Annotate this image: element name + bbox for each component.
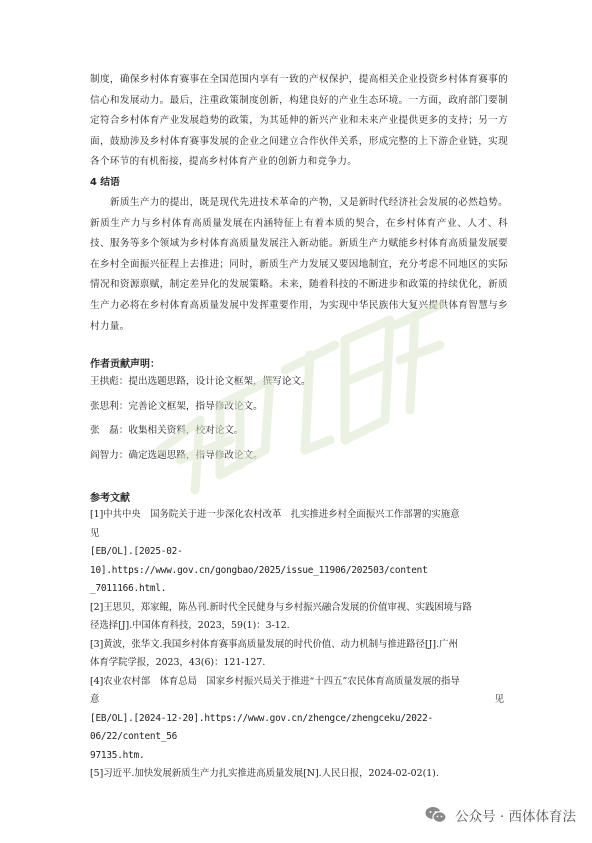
contribution-item: 张 磊：收集相关资料，校对论文。 bbox=[90, 425, 244, 437]
references-title: 参考文献 bbox=[90, 493, 130, 504]
body-paragraph-policy: 制度，确保乡村体育赛事在全国范围内享有一致的产权保护，提高相关企业投资乡村体育赛事的信心和发展动力。最后，注重政策制度创新，构建良好的产业生态环境。一方面，政府部门要制定符合乡村体育产业发展趋势的政策，为其延伸的新兴产业和未来产业提供更多的支持；另一方面，鼓励涉及乡村体育赛事发展的企业之间建立合作伙伴关系，形成完整的上下游企业链，实现各个环节的有机衔接，提高乡村体育产业的创新力和竞争力。 bbox=[90, 74, 508, 168]
contribution-list bbox=[90, 374, 510, 472]
body-paragraph-conclusion: 新质生产力的提出，既是现代先进技术革命的产物，又是新时代经济社会发展的必然趋势。新质生产力与乡村体育高质量发展在内涵特征上有着本质的契合，在乡村体育产业、人才、科技、服务等多个领域为乡村体育高质量发展注入新动能。新质生产力赋能乡村体育高质量发展要在乡村全面振兴征程上去推进；同时，新质生产力发展又要因地制宜，充分考虑不同地区的实际情况和资源禀赋，制定差异化的发展策略。未来，随着科技的不断进步和政策的持续优化，新质生产力必将在乡村体育高质量发展中发挥重要作用，为实现中华民族伟大复兴提供体育智慧与乡村力量。 bbox=[90, 197, 508, 332]
contribution-item: 王拱彪：提出选题思路，设计论文框架，撰写论文。 bbox=[90, 376, 311, 387]
reference-line bbox=[90, 691, 504, 710]
reference-fragment: 意 bbox=[90, 694, 100, 705]
reference-url-line[interactable]: _7011166.html. bbox=[90, 583, 167, 594]
wechat-icon bbox=[425, 806, 447, 824]
contribution-title: 作者贡献声明： bbox=[90, 359, 160, 370]
reference-line: [5]习近平.加快发展新质生产力扎实推进高质量发展[N].人民日报，2024-02-02(1). bbox=[90, 768, 439, 779]
section-heading-conclusion: 4 结语 bbox=[90, 177, 120, 188]
contribution-item: 阎智力：确定选题思路，指导修改论文。 bbox=[90, 449, 263, 461]
footer-account-label: 公众号 · 西体体育法 bbox=[455, 809, 576, 825]
footer-account[interactable] bbox=[425, 805, 576, 825]
reference-url-line[interactable]: [EB/OL].[2025-02-10].https://www.gov.cn/gongbao/2025/issue_11906/202503/content bbox=[90, 546, 428, 576]
reference-line: [4]农业农村部 体育总局 国家乡村振兴局关于推进“十四五”农民体育高质量发展的指导 bbox=[90, 675, 460, 687]
reference-url-line[interactable]: 97135.htm. bbox=[90, 749, 145, 761]
reference-line: [2]王思贝，郑家鲲，陈丛刊.新时代全民健身与乡村振兴融合发展的价值审视、实践困境与路 bbox=[90, 601, 472, 613]
references-list bbox=[90, 506, 504, 784]
reference-line: 体育学院学报，2023，43(6)：121-127. bbox=[90, 657, 266, 668]
reference-url-line[interactable]: [EB/OL].[2024-12-20].https://www.gov.cn/zhengce/zhengceku/2022-06/22/content_56 bbox=[90, 712, 433, 742]
reference-line: 见 bbox=[90, 527, 100, 539]
reference-line: [3]黄波，张华文.我国乡村体育赛事高质量发展的时代价值、动力机制与推进路径[J].广州 bbox=[90, 638, 458, 650]
reference-line: [1]中共中央 国务院关于进一步深化农村改革 扎实推进乡村全面振兴工作部署的实施意 bbox=[90, 509, 460, 520]
reference-line: 径选择[J].中国体育科技，2023，59(1)：3-12. bbox=[90, 620, 290, 631]
reference-fragment: 见 bbox=[494, 694, 504, 705]
contribution-item: 张思利：完善论文框架，指导修改论文。 bbox=[90, 400, 263, 412]
